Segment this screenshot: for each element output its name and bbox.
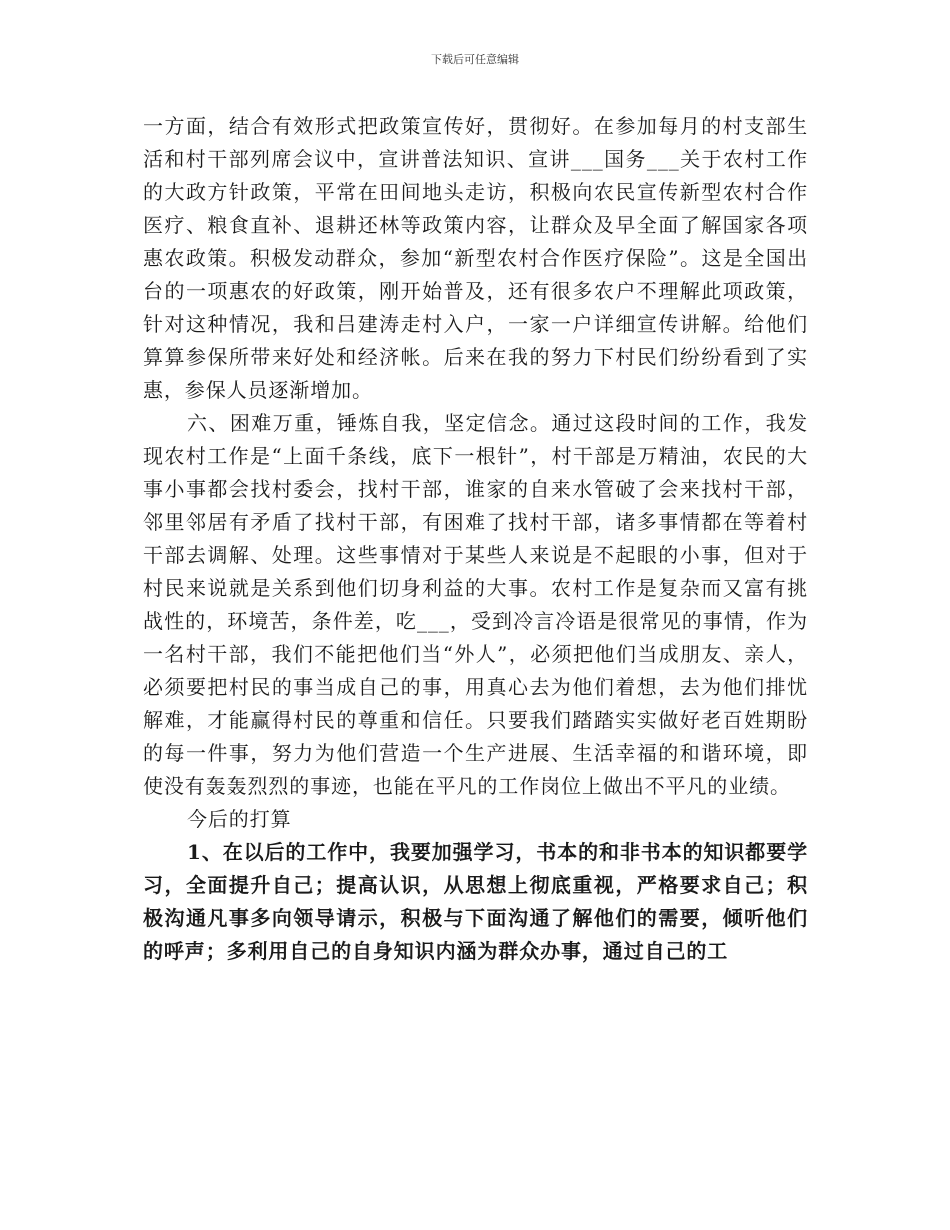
paragraph-difficulties: 六、困难万重，锤炼自我，坚定信念。通过这段时间的工作，我发现农村工作是“上面千条线，底下一根针”，村干部是万精油，农民的大事小事都会找村委会，找村干部，谁家的自来水管破了会来找村干部，邻里邻居有矛盾了找村干部，有困难了找村干部，诸多事情都在等着村干部去调解、处理。这些事情对于某些人来说是不起眼的小事，但对于村民来说就是关系到他们切身利益的大事。农村工作是复杂而又富有挑战性的，环境苦，条件差，吃___，受到冷言冷语是很常见的事情，作为一名村干部，我们不能把他们当“外人”，必须把他们当成朋友、亲人，必须要把村民的事当成自己的事，用真心去为他们着想，去为他们排忧解难，才能赢得村民的尊重和信任。只要我们踏踏实实做好老百姓期盼的每一件事，努力为他们营造一个生产进展、生活幸福的和谐环境，即使没有轰轰烈烈的事迹，也能在平凡的工作岗位上做出不平凡的业绩。 (143, 411, 808, 798)
paragraph-policy-promotion: 一方面，结合有效形式把政策宣传好，贯彻好。在参加每月的村支部生活和村干部列席会议中，宣讲普法知识、宣讲___国务___关于农村工作的大政方针政策，平常在田间地头走访，积极向农民宣传新型农村合作医疗、粮食直补、退耕还林等政策内容，让群众及早全面了解国家各项惠农政策。积极发动群众，参加“新型农村合作医疗保险”。这是全国出台的一项惠农的好政策，刚开始普及，还有很多农户不理解此项政策，针对这种情况，我和吕建涛走村入户，一家一户详细宣传讲解。给他们算算参保所带来好处和经济帐。后来在我的努力下村民们纷纷看到了实惠，参保人员逐渐增加。 (143, 114, 808, 402)
document-body (143, 110, 808, 968)
section-heading-future-plans: 今后的打算 (187, 807, 292, 831)
paragraph-plan-item-1: 1、在以后的工作中，我要加强学习，书本的和非书本的知识都要学习，全面提升自己；提高认识，从思想上彻底重视，严格要求自己；积极沟通凡事多向领导请示，积极与下面沟通了解他们的需要，倾听他们的呼声；多利用自己的自身知识内涵为群众办事，通过自己的工 (143, 840, 808, 963)
page-header-note: 下载后可任意编辑 (431, 53, 519, 66)
